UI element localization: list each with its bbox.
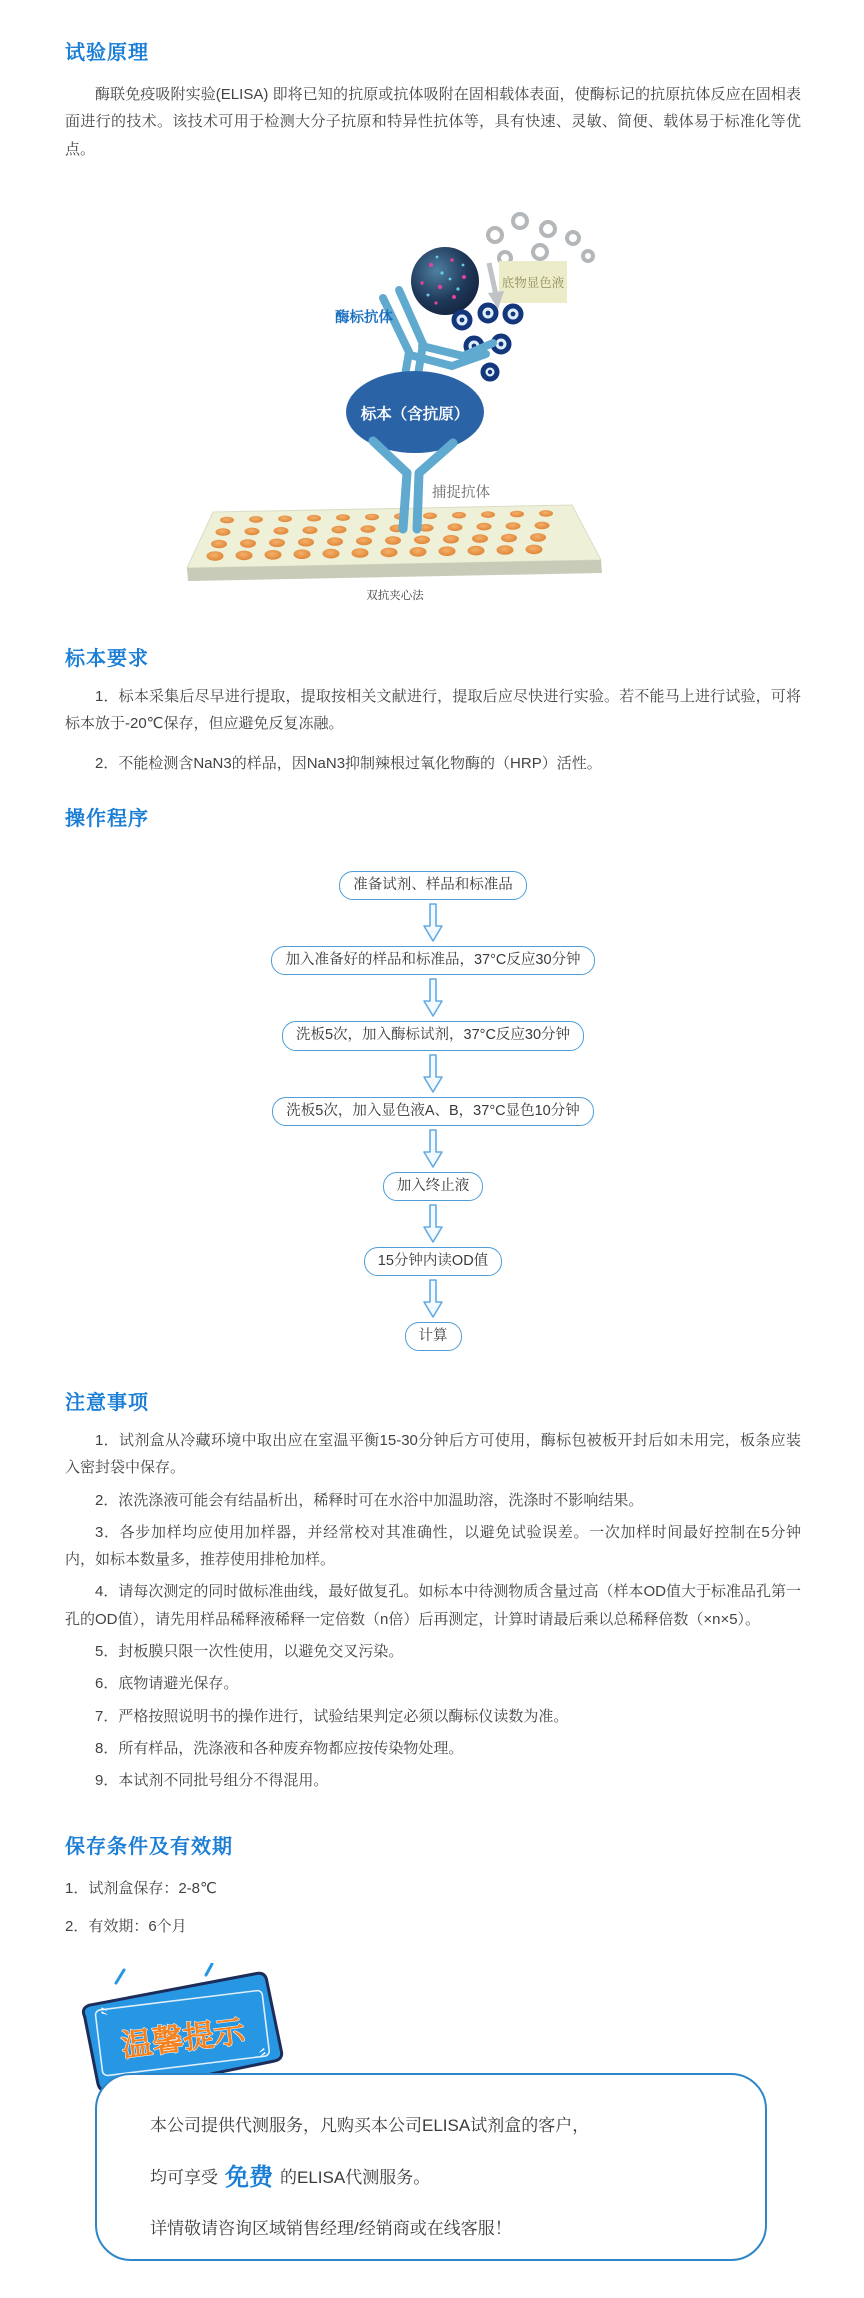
section-storage: [65, 1830, 801, 1950]
flow-down-arrow-icon: [421, 1054, 445, 1094]
flow-step-box: 洗板5次，加入显色液A、B，37°C显色10分钟: [272, 1097, 593, 1126]
sample-ellipse: [346, 371, 484, 453]
warm-tip-text: 温馨提示: [119, 2013, 247, 2064]
microplate-icon: [187, 505, 602, 581]
flow-down-arrow-icon: [421, 978, 445, 1018]
flow-step-box: 15分钟内读OD值: [364, 1247, 502, 1276]
diagram-caption: 双抗夹心法: [366, 590, 424, 602]
section-principle: [65, 36, 801, 169]
flow-step: [383, 1172, 484, 1247]
flow-step-box: 准备试剂、样品和标准品: [339, 871, 527, 900]
capture-antibody-label: 捕捉抗体: [432, 485, 490, 501]
elisa-diagram: [152, 205, 712, 605]
flow-down-arrow-icon: [421, 1204, 445, 1244]
service-line2: [150, 2148, 725, 2208]
substrate-label: [499, 261, 567, 303]
service-notice-box: [95, 2073, 767, 2261]
svg-text:标本（含抗原）: 标本（含抗原）: [360, 406, 470, 423]
flow-down-arrow-icon: [421, 1129, 445, 1169]
note-item: 7．严格按照说明书的操作进行，试验结果判定必须以酶标仪读数为准。: [95, 1707, 569, 1725]
flow-step: [405, 1322, 462, 1351]
flow-step: [282, 1021, 584, 1096]
specimen-items: [65, 683, 801, 777]
flow-down-arrow-icon: [421, 903, 445, 943]
note-item: 8．所有样品，洗涤液和各种废弃物都应按传染物处理。: [95, 1739, 464, 1757]
section-specimen: [65, 642, 801, 777]
flow-down-arrow-icon: [421, 1279, 445, 1319]
storage-title: 保存条件及有效期: [65, 1836, 233, 1858]
elisa-diagram-svg: [152, 205, 712, 605]
note-item: 4．请每次测定的同时做标准曲线，最好做复孔。如标本中待测物质含量过高（样本OD值大于标准品孔第一孔的OD值），请先用样品稀释液稀释一定倍数（n倍）后再测定，计算时请最后乘以总稀释倍数（×n×5）。: [65, 1583, 801, 1628]
enzyme-sphere-icon: [411, 247, 479, 315]
free-highlight: 免费: [225, 2163, 273, 2191]
section-procedure: [65, 802, 801, 1351]
note-item: 5．封板膜只限一次性使用，以避免交叉污染。: [95, 1643, 404, 1661]
storage-items: [65, 1875, 801, 1941]
flow-step: [272, 1097, 593, 1172]
specimen-item: 1．标本采集后尽早进行提取，提取按相关文献进行，提取后应尽快进行实验。若不能马上进行试验，可将标本放于-20℃保存，但应避免反复冻融。: [65, 688, 801, 733]
notes-title: 注意事项: [65, 1392, 149, 1414]
substrate-molecules-icon: [488, 214, 593, 264]
quote-close-icon: 〞: [257, 2046, 281, 2071]
principle-paragraph: 酶联免疫吸附实验(ELISA) 即将已知的抗原或抗体吸附在固相载体表面，使酶标记的抗原抗体反应在固相表面进行的技术。该技术可用于检测大分子抗原和特异性抗体等，具有快速、灵敏、简便、载体易于标准化等优点。: [65, 86, 801, 158]
flow-step: [339, 871, 527, 946]
specimen-item: 2．不能检测含NaN3的样品，因NaN3抑制辣根过氧化物酶的（HRP）活性。: [95, 754, 602, 772]
procedure-flowchart: [65, 871, 801, 1351]
service-line3: 详情敬请咨询区域销售经理/经销商或在线客服！: [150, 2218, 512, 2238]
flow-step-box: 洗板5次，加入酶标试剂，37°C反应30分钟: [282, 1021, 584, 1050]
flow-step-box: 加入终止液: [383, 1172, 484, 1201]
service-line2-prefix: 均可享受: [150, 2167, 218, 2187]
flow-step-box: 加入准备好的样品和标准品，37°C反应30分钟: [271, 946, 594, 975]
flow-step: [364, 1247, 502, 1322]
note-item: 6．底物请避光保存。: [95, 1675, 239, 1693]
specimen-title: 标本要求: [65, 648, 149, 670]
principle-title: 试验原理: [65, 42, 149, 64]
flow-step-box: 计算: [405, 1322, 462, 1351]
flow-step: [271, 946, 594, 1021]
service-line2-suffix: 的ELISA代测服务。: [280, 2167, 431, 2187]
quote-open-icon: 〝: [87, 2006, 111, 2032]
note-item: 1．试剂盒从冷藏环境中取出应在室温平衡15-30分钟后方可使用，酶标包被板开封后如未用完，板条应装入密封袋中保存。: [65, 1432, 801, 1477]
note-item: 3．各步加样均应使用加样器，并经常校对其准确性，以避免试验误差。一次加样时间最好控制在5分钟内，如标本数量多，推荐使用排枪加样。: [65, 1523, 801, 1569]
notes-items: [65, 1427, 801, 1795]
note-item: 9．本试剂不同批号组分不得混用。: [95, 1772, 329, 1790]
enzyme-antibody-label: 酶标抗体: [335, 310, 393, 326]
storage-item: 2．有效期：6个月: [65, 1917, 187, 1935]
procedure-title: 操作程序: [65, 808, 149, 830]
svg-text:底物显色液: 底物显色液: [501, 276, 565, 290]
storage-item: 1．试剂盒保存：2-8℃: [65, 1880, 217, 1897]
service-line1: 本公司提供代测服务，凡购买本公司ELISA试剂盒的客户，: [150, 2116, 590, 2135]
note-item: 2．浓洗涤液可能会有结晶析出，稀释时可在水浴中加温助溶，洗涤时不影响结果。: [95, 1491, 644, 1509]
section-notes: [65, 1386, 801, 1800]
